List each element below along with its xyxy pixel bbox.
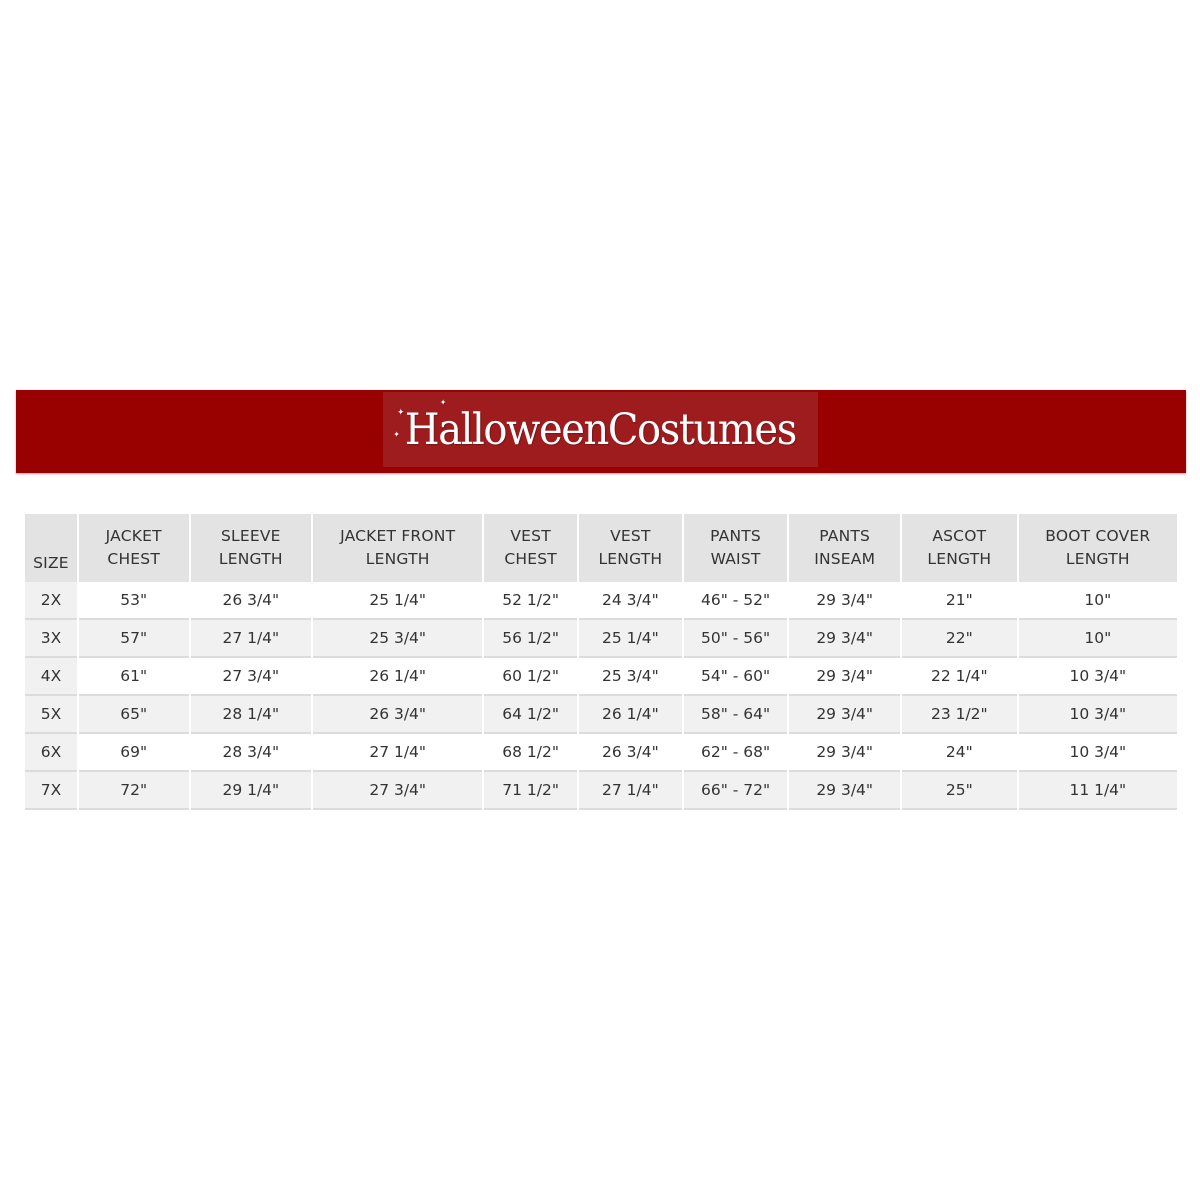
table-cell: 22" bbox=[902, 620, 1017, 658]
table-cell: 57" bbox=[79, 620, 189, 658]
table-cell: 22 1/4" bbox=[902, 658, 1017, 696]
table-cell: 29 1/4" bbox=[191, 772, 312, 810]
size-cell: 3X bbox=[25, 620, 77, 658]
table-cell: 25 1/4" bbox=[579, 620, 682, 658]
column-header-pants-inseam: PANTS INSEAM bbox=[789, 514, 900, 582]
size-cell: 4X bbox=[25, 658, 77, 696]
table-row bbox=[25, 620, 1177, 658]
table-cell: 27 1/4" bbox=[191, 620, 312, 658]
table-cell: 10 3/4" bbox=[1019, 696, 1177, 734]
table-cell: 10 3/4" bbox=[1019, 734, 1177, 772]
table-cell: 27 1/4" bbox=[313, 734, 482, 772]
table-cell: 52 1/2" bbox=[484, 582, 577, 620]
table-cell: 10" bbox=[1019, 582, 1177, 620]
size-cell: 6X bbox=[25, 734, 77, 772]
table-cell: 60 1/2" bbox=[484, 658, 577, 696]
table-cell: 28 1/4" bbox=[191, 696, 312, 734]
table-cell: 26 3/4" bbox=[579, 734, 682, 772]
table-cell: 61" bbox=[79, 658, 189, 696]
brand-banner bbox=[16, 390, 1186, 473]
table-cell: 72" bbox=[79, 772, 189, 810]
table-cell: 24 3/4" bbox=[579, 582, 682, 620]
table-cell: 27 3/4" bbox=[191, 658, 312, 696]
table-row bbox=[25, 734, 1177, 772]
table-cell: 25 3/4" bbox=[313, 620, 482, 658]
table-cell: 10" bbox=[1019, 620, 1177, 658]
column-header-sleeve-length: SLEEVE LENGTH bbox=[191, 514, 312, 582]
table-cell: 26 1/4" bbox=[313, 658, 482, 696]
logo-text: HalloweenCostumes bbox=[404, 404, 797, 455]
size-cell: 5X bbox=[25, 696, 77, 734]
size-cell: 7X bbox=[25, 772, 77, 810]
star-icon: ✦ bbox=[397, 407, 404, 418]
table-row bbox=[25, 658, 1177, 696]
table-cell: 10 3/4" bbox=[1019, 658, 1177, 696]
table-cell: 28 3/4" bbox=[191, 734, 312, 772]
table-cell: 11 1/4" bbox=[1019, 772, 1177, 810]
table-cell: 29 3/4" bbox=[789, 734, 900, 772]
table-cell: 29 3/4" bbox=[789, 620, 900, 658]
table-cell: 21" bbox=[902, 582, 1017, 620]
table-cell: 46" - 52" bbox=[684, 582, 788, 620]
column-header-size: SIZE bbox=[25, 514, 77, 582]
table-cell: 64 1/2" bbox=[484, 696, 577, 734]
table-cell: 50" - 56" bbox=[684, 620, 788, 658]
table-cell: 23 1/2" bbox=[902, 696, 1017, 734]
table-cell: 58" - 64" bbox=[684, 696, 788, 734]
table-cell: 26 1/4" bbox=[579, 696, 682, 734]
table-cell: 25 1/4" bbox=[313, 582, 482, 620]
table-cell: 25 3/4" bbox=[579, 658, 682, 696]
column-header-boot-cover-length: BOOT COVER LENGTH bbox=[1019, 514, 1177, 582]
star-icon: ✦ bbox=[440, 397, 446, 407]
size-cell: 2X bbox=[25, 582, 77, 620]
table-cell: 26 3/4" bbox=[313, 696, 482, 734]
table-cell: 62" - 68" bbox=[684, 734, 788, 772]
table-cell: 54" - 60" bbox=[684, 658, 788, 696]
table-cell: 29 3/4" bbox=[789, 658, 900, 696]
table-cell: 27 3/4" bbox=[313, 772, 482, 810]
star-icon: ✦ bbox=[393, 429, 399, 439]
table-cell: 25" bbox=[902, 772, 1017, 810]
size-chart-table bbox=[23, 514, 1179, 810]
table-cell: 71 1/2" bbox=[484, 772, 577, 810]
column-header-vest-length: VEST LENGTH bbox=[579, 514, 682, 582]
table-cell: 69" bbox=[79, 734, 189, 772]
column-header-jacket-chest: JACKET CHEST bbox=[79, 514, 189, 582]
header-row bbox=[25, 514, 1177, 582]
table-row bbox=[25, 772, 1177, 810]
table-cell: 65" bbox=[79, 696, 189, 734]
table-row bbox=[25, 696, 1177, 734]
table-cell: 68 1/2" bbox=[484, 734, 577, 772]
table-cell: 27 1/4" bbox=[579, 772, 682, 810]
table-cell: 53" bbox=[79, 582, 189, 620]
table-cell: 56 1/2" bbox=[484, 620, 577, 658]
table-cell: 29 3/4" bbox=[789, 772, 900, 810]
brand-logo bbox=[393, 397, 797, 455]
table-cell: 29 3/4" bbox=[789, 696, 900, 734]
column-header-vest-chest: VEST CHEST bbox=[484, 514, 577, 582]
table-cell: 24" bbox=[902, 734, 1017, 772]
table-cell: 66" - 72" bbox=[684, 772, 788, 810]
table-cell: 26 3/4" bbox=[191, 582, 312, 620]
column-header-ascot-length: ASCOT LENGTH bbox=[902, 514, 1017, 582]
table-cell: 29 3/4" bbox=[789, 582, 900, 620]
logo-box bbox=[383, 392, 818, 467]
table-row bbox=[25, 582, 1177, 620]
column-header-jacket-front-length: JACKET FRONT LENGTH bbox=[313, 514, 482, 582]
column-header-pants-waist: PANTS WAIST bbox=[684, 514, 788, 582]
